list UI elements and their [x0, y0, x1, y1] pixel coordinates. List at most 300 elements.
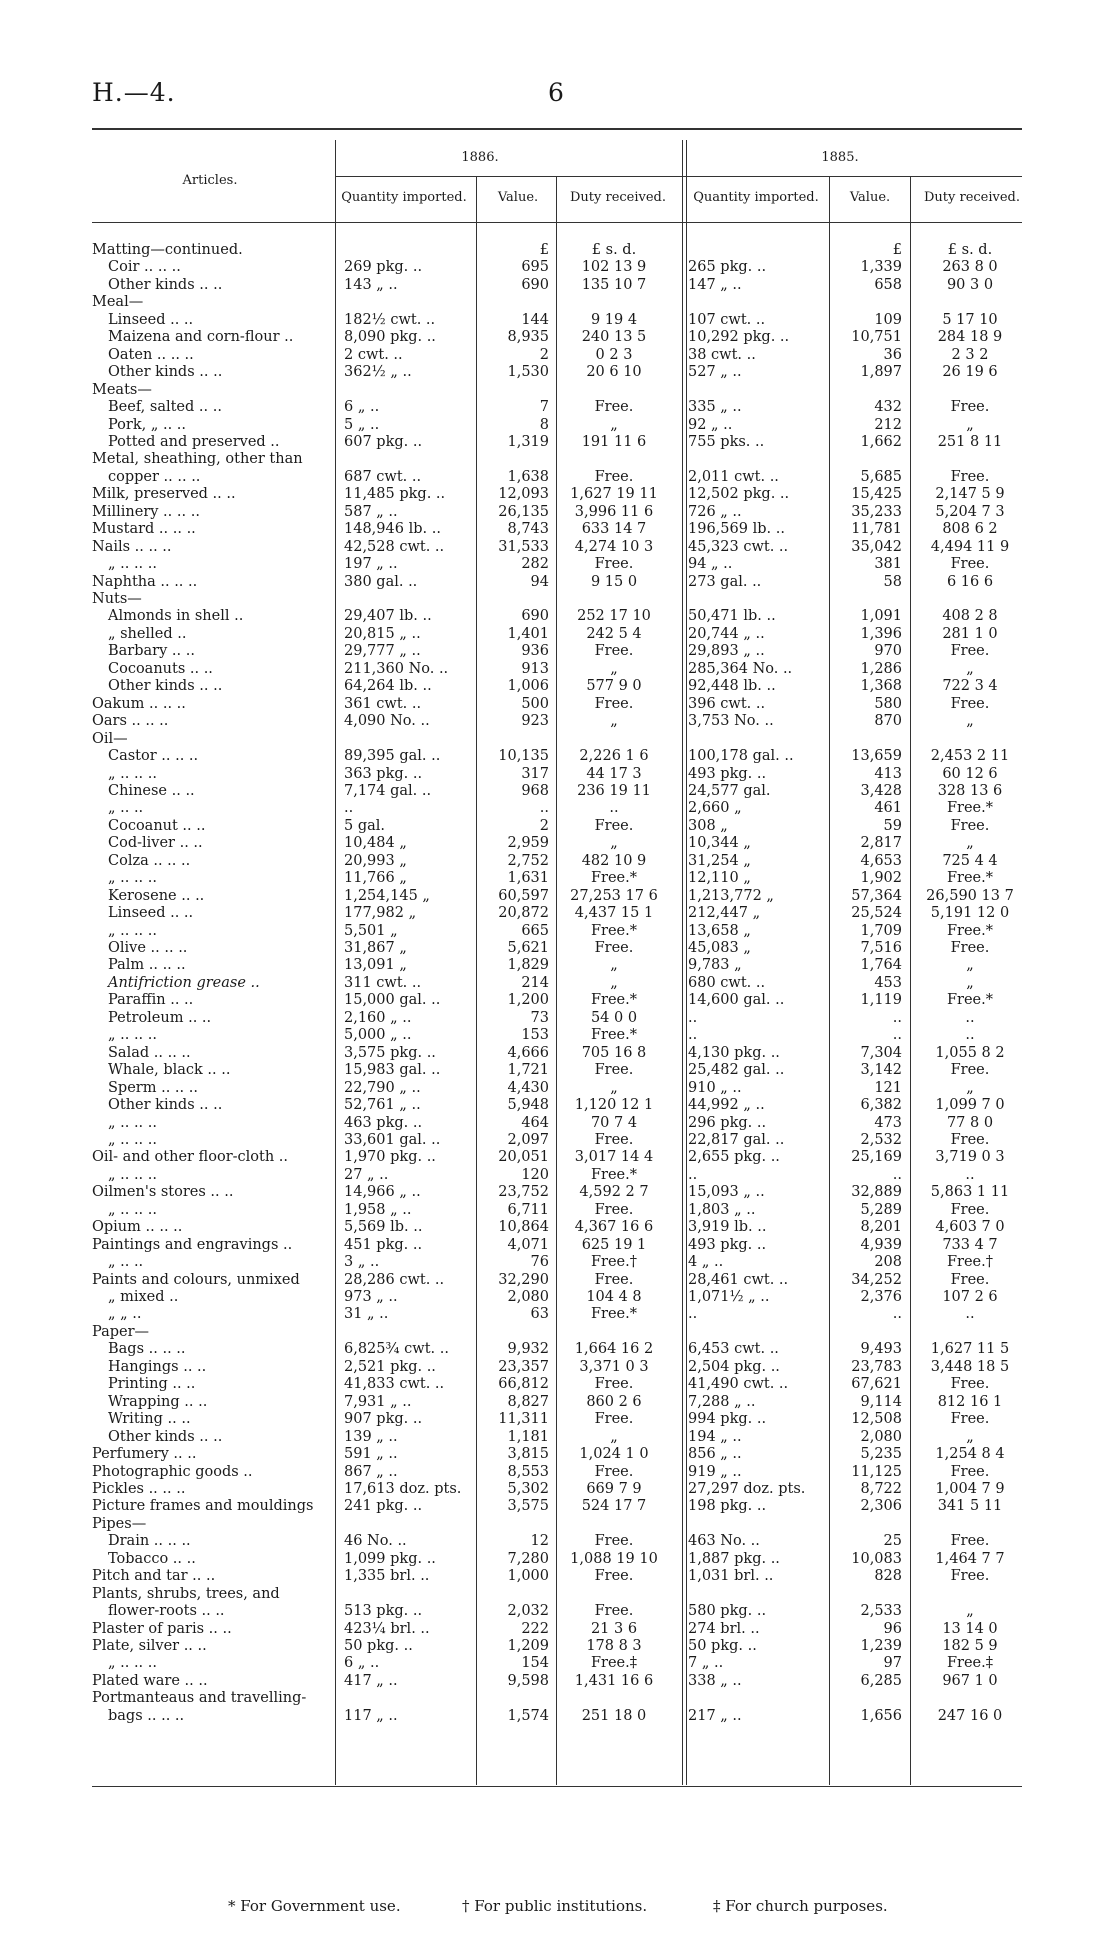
cell-a: Antifriction grease ..: [108, 974, 260, 991]
cell-q5: 10,292 pkg. ..: [688, 329, 790, 346]
cell-v6: 9,598: [507, 1672, 549, 1689]
cell-d5: 3,719 0 3: [935, 1149, 1005, 1166]
cell-d5: 5,204 7 3: [935, 503, 1005, 520]
cell-q5: 396 cwt. ..: [688, 695, 766, 712]
cell-d5: ..: [965, 1166, 975, 1183]
cell-v5: 4,653: [860, 852, 902, 869]
cell-v5: ..: [892, 1009, 902, 1026]
cell-d6: 240 13 5: [581, 329, 647, 346]
cell-v6: 4,666: [507, 1044, 549, 1061]
table-row: [0, 1184, 1114, 1201]
cell-q5: 94 „ ..: [688, 556, 733, 573]
table-row: [0, 1411, 1114, 1428]
cell-a: Drain .. .. ..: [108, 1533, 191, 1550]
cell-v6: 936: [521, 643, 549, 660]
cell-d6: 4,367 16 6: [574, 1219, 654, 1236]
cell-d6: Free.*: [590, 922, 637, 939]
cell-q6: 1,335 brl. ..: [344, 1568, 430, 1585]
cell-v5: 580: [874, 695, 902, 712]
cell-q5: 265 pkg. ..: [688, 259, 767, 276]
cell-d5: Free.: [950, 695, 990, 712]
table-row: [0, 329, 1114, 346]
table-row: [0, 766, 1114, 783]
cell-a: bags .. .. ..: [108, 1707, 185, 1724]
cell-v6: 63: [530, 1306, 549, 1323]
cell-a: Writing .. ..: [108, 1411, 191, 1428]
table-row: [0, 1254, 1114, 1271]
cell-v5: 36: [883, 346, 902, 363]
table-row: [0, 1498, 1114, 1515]
cell-d5: 77 8 0: [946, 1114, 994, 1131]
cell-q5: 680 cwt. ..: [688, 974, 766, 991]
cell-v5: 461: [874, 800, 902, 817]
cell-v5: 97: [883, 1655, 902, 1672]
cell-q5: 28,461 cwt. ..: [688, 1271, 789, 1288]
cell-d6: 102 13 9: [581, 259, 647, 276]
cell-q6: 6 „ ..: [344, 399, 380, 416]
table-row: [0, 1062, 1114, 1079]
cell-v6: 73: [530, 1009, 549, 1026]
cell-q5: 45,083 „: [688, 940, 751, 956]
cell-a: „ shelled ..: [108, 625, 187, 642]
cell-v6: 7,280: [507, 1550, 549, 1567]
cell-q6: 587 „ ..: [344, 503, 398, 520]
cell-d5: 1,254 8 4: [935, 1446, 1005, 1463]
table-row: [0, 1010, 1114, 1027]
cell-v6: 8,553: [507, 1463, 549, 1480]
cell-d5: 5,863 1 11: [930, 1184, 1010, 1201]
cell-v6: 2,959: [507, 835, 549, 852]
cell-d5: 60 12 6: [942, 765, 998, 782]
table-row: [0, 643, 1114, 660]
cell-a: Castor .. .. ..: [108, 748, 199, 765]
cell-a: Oilmen's stores .. ..: [92, 1184, 234, 1201]
cell-q6: 64,264 lb. ..: [344, 678, 432, 695]
col-header-articles: Articles.: [182, 173, 238, 188]
cell-v6: 6,711: [507, 1201, 549, 1218]
cell-d6: 236 19 11: [577, 782, 651, 799]
cell-v6: 1,181: [507, 1428, 549, 1445]
table-row: [0, 259, 1114, 276]
cell-d5: 725 4 4: [942, 852, 998, 869]
cell-d6: Free.: [594, 399, 634, 416]
table-row: [0, 1533, 1114, 1550]
table-row: [0, 923, 1114, 940]
cell-d6: Free.*: [590, 1166, 637, 1183]
table-row: [0, 399, 1114, 416]
cell-v5: 453: [874, 974, 902, 991]
cell-d6: 9 19 4: [590, 311, 638, 328]
footnote-church: ‡ For church purposes.: [713, 1897, 888, 1915]
cell-a: flower-roots .. ..: [108, 1603, 225, 1620]
cell-d5: 808 6 2: [942, 521, 998, 538]
cell-q6: 3,575 pkg. ..: [344, 1044, 436, 1061]
cell-d6: „: [610, 957, 618, 974]
cell-q6: 591 „ ..: [344, 1446, 398, 1463]
cell-q5: 296 pkg. ..: [688, 1114, 767, 1131]
table-row: [0, 364, 1114, 381]
cell-d5: Free.*: [946, 800, 993, 817]
cell-v5: 6,382: [860, 1097, 902, 1114]
cell-v6: 500: [521, 695, 549, 712]
table-row: [0, 1481, 1114, 1498]
cell-v6: 1,200: [507, 992, 549, 1009]
cell-d6: Free.: [594, 1271, 634, 1288]
cell-q5: 463 No. ..: [688, 1533, 760, 1550]
cell-a: Sperm .. .. ..: [108, 1079, 198, 1096]
table-row: [0, 1202, 1114, 1219]
cell-q5: 14,600 gal. ..: [688, 992, 785, 1009]
cell-q6: 52,761 „ ..: [344, 1097, 421, 1114]
cell-d5: Free.: [950, 1131, 990, 1148]
cell-v6: 1,638: [507, 468, 549, 485]
cell-v5: 32,889: [851, 1184, 902, 1201]
cell-v6: 20,051: [498, 1149, 549, 1166]
cell-d5: Free.: [950, 1533, 990, 1550]
table-row: [0, 1237, 1114, 1254]
page-number: 6: [548, 78, 564, 107]
cell-v6: 464: [521, 1114, 549, 1131]
cell-q6: 8,090 pkg. ..: [344, 329, 436, 346]
cell-q6: 269 pkg. ..: [344, 259, 423, 276]
cell-a: Opium .. .. ..: [92, 1219, 183, 1236]
cell-v6: 4,430: [507, 1079, 549, 1096]
cell-q6: 513 pkg. ..: [344, 1603, 423, 1620]
cell-q6: 15,000 gal. ..: [344, 992, 441, 1009]
table-row: [0, 783, 1114, 800]
cell-q6: 117 „ ..: [344, 1707, 398, 1724]
cell-v6: 2,080: [507, 1289, 549, 1305]
cell-v5: 10,751: [851, 329, 902, 346]
cell-d6: Free.*: [590, 1027, 637, 1044]
cell-q6: 29,777 „ ..: [344, 643, 421, 660]
col-header-year-1886: 1886.: [461, 150, 499, 165]
cell-v5: 96: [883, 1620, 902, 1637]
cell-q6: 1,970 pkg. ..: [344, 1149, 436, 1166]
cell-a: „ .. .. ..: [108, 1114, 157, 1131]
cell-v5: 473: [874, 1114, 902, 1131]
cell-v6: 1,631: [507, 870, 549, 887]
cell-a: Salad .. .. ..: [108, 1044, 191, 1061]
cell-q5: 45,323 cwt. ..: [688, 538, 789, 555]
cell-d5: 4,494 11 9: [930, 538, 1010, 555]
cell-q5: 44,992 „ ..: [688, 1097, 765, 1114]
cell-q5: 274 brl. ..: [688, 1620, 760, 1637]
cell-a: „ .. .. ..: [108, 922, 157, 939]
cell-v5: £: [892, 242, 902, 258]
table-row: [0, 451, 1114, 468]
cell-q6: 5,000 „ ..: [344, 1027, 412, 1044]
cell-a: Meal—: [92, 294, 144, 311]
cell-v6: 3,575: [507, 1498, 549, 1515]
cell-q5: 919 „ ..: [688, 1463, 742, 1480]
cell-a: Linseed .. ..: [108, 905, 194, 922]
cell-q6: 7,931 „ ..: [344, 1393, 412, 1410]
cell-a: Olive .. .. ..: [108, 940, 188, 956]
cell-a: copper .. .. ..: [108, 468, 201, 485]
cell-d5: Free.: [950, 1411, 990, 1428]
cell-q5: 194 „ ..: [688, 1428, 742, 1445]
cell-q6: ..: [344, 800, 354, 817]
cell-d5: 408 2 8: [942, 608, 998, 625]
table-row: [0, 1690, 1114, 1707]
cell-v5: ..: [892, 1166, 902, 1183]
cell-d5: „: [966, 835, 974, 852]
cell-a: Pipes—: [92, 1515, 147, 1532]
table-row: [0, 888, 1114, 905]
table-row: [0, 277, 1114, 294]
cell-q6: 29,407 lb. ..: [344, 608, 432, 625]
cell-q6: 241 pkg. ..: [344, 1498, 423, 1515]
cell-d5: 182 5 9: [942, 1638, 998, 1654]
cell-a: Naphtha .. .. ..: [92, 573, 198, 590]
cell-q6: 463 pkg. ..: [344, 1114, 423, 1131]
cell-d6: 1,120 12 1: [574, 1097, 654, 1114]
cell-a: „ „ ..: [108, 1306, 142, 1323]
cell-q6: 33,601 gal. ..: [344, 1131, 441, 1148]
cell-q5: ..: [688, 1027, 698, 1044]
cell-v5: 67,621: [851, 1376, 902, 1393]
cell-v6: 7: [539, 399, 549, 416]
cell-q5: 4 „ ..: [688, 1254, 724, 1271]
cell-v6: 60,597: [498, 887, 549, 904]
cell-v5: 1,239: [860, 1638, 902, 1654]
cell-q5: 147 „ ..: [688, 276, 742, 293]
cell-d5: 1,099 7 0: [935, 1097, 1005, 1114]
cell-q6: 5 gal.: [344, 817, 386, 834]
table-row: [0, 1149, 1114, 1166]
cell-d5: 263 8 0: [942, 259, 998, 276]
cell-a: Colza .. .. ..: [108, 852, 191, 869]
cell-v5: 212: [874, 416, 902, 433]
cell-a: Kerosene .. ..: [108, 887, 205, 904]
cell-d5: 967 1 0: [942, 1672, 998, 1689]
cell-a: Beef, salted .. ..: [108, 399, 222, 416]
cell-v6: 5,621: [507, 940, 549, 956]
cell-q5: 2,655 pkg. ..: [688, 1149, 780, 1166]
cell-v5: 3,142: [860, 1062, 902, 1079]
cell-v6: 120: [521, 1166, 549, 1183]
cell-v5: 25,169: [851, 1149, 902, 1166]
cell-q6: 4,090 No. ..: [344, 713, 430, 730]
table-row: [0, 1306, 1114, 1323]
cell-v5: 9,493: [860, 1341, 902, 1358]
cell-v6: 2,032: [507, 1603, 549, 1620]
cell-v5: 381: [874, 556, 902, 573]
cell-q6: 1,254,145 „: [344, 887, 430, 904]
cell-v6: 23,357: [498, 1358, 549, 1375]
cell-q5: 12,502 pkg. ..: [688, 486, 790, 503]
cell-v5: 2,376: [860, 1289, 902, 1305]
table-row: [0, 539, 1114, 556]
cell-v6: £: [539, 242, 549, 258]
cell-d6: 4,592 2 7: [579, 1184, 649, 1201]
cell-q5: 13,658 „: [688, 922, 751, 939]
cell-a: „ .. .. ..: [108, 1201, 157, 1218]
cell-q5: 92,448 lb. ..: [688, 678, 776, 695]
table-row: [0, 1603, 1114, 1620]
footnote-public: † For public institutions.: [462, 1897, 648, 1915]
cell-d6: 191 11 6: [581, 433, 647, 450]
cell-a: Bags .. .. ..: [108, 1341, 186, 1358]
cell-d5: Free.: [950, 1376, 990, 1393]
cell-a: „ .. .. ..: [108, 1131, 157, 1148]
cell-d6: Free.: [594, 1131, 634, 1148]
cell-q5: 335 „ ..: [688, 399, 742, 416]
cell-q5: 308 „: [688, 817, 728, 834]
cell-d5: Free.*: [946, 992, 993, 1009]
cell-d6: 3,371 0 3: [579, 1358, 649, 1375]
cell-d5: Free.*: [946, 922, 993, 939]
cell-a: Coir .. .. ..: [108, 259, 181, 276]
cell-d6: 178 8 3: [586, 1638, 642, 1654]
cell-v5: 2,306: [860, 1498, 902, 1515]
cell-d5: Free.: [950, 399, 990, 416]
cell-d6: Free.: [594, 1568, 634, 1585]
cell-q5: 25,482 gal. ..: [688, 1062, 785, 1079]
cell-q5: 493 pkg. ..: [688, 765, 767, 782]
cell-d5: Free.: [950, 1568, 990, 1585]
cell-v5: 1,709: [860, 922, 902, 939]
cell-d5: 13 14 0: [942, 1620, 998, 1637]
cell-a: Almonds in shell ..: [108, 608, 244, 625]
cell-d5: Free.: [950, 643, 990, 660]
cell-d6: Free.: [594, 940, 634, 956]
cell-a: Milk, preserved .. ..: [92, 486, 236, 503]
cell-a: Whale, black .. ..: [108, 1062, 231, 1079]
cell-d6: 70 7 4: [590, 1114, 638, 1131]
cell-a: Millinery .. .. ..: [92, 503, 200, 520]
header-bottom-rule: [92, 222, 1022, 223]
cell-q5: 22,817 gal. ..: [688, 1131, 785, 1148]
cell-v5: 8,201: [860, 1219, 902, 1236]
cell-a: Pickles .. .. ..: [92, 1480, 186, 1497]
cell-q5: 1,071½ „ ..: [688, 1289, 770, 1305]
cell-q5: 994 pkg. ..: [688, 1411, 767, 1428]
cell-d6: 633 14 7: [581, 521, 647, 538]
cell-q5: 285,364 No. ..: [688, 660, 793, 677]
cell-a: Other kinds .. ..: [108, 1428, 223, 1445]
cell-v6: 5,302: [507, 1480, 549, 1497]
cell-q6: 182½ cwt. ..: [344, 311, 436, 328]
cell-v5: 34,252: [851, 1271, 902, 1288]
cell-q6: 143 „ ..: [344, 276, 398, 293]
cell-v5: 1,764: [860, 957, 902, 974]
cell-a: Matting—continued.: [92, 242, 243, 258]
col-header-value-1886: Value.: [497, 190, 539, 205]
table-row: [0, 294, 1114, 311]
cell-q5: 755 pks. ..: [688, 433, 765, 450]
cell-v5: 58: [883, 573, 902, 590]
cell-a: Photographic goods ..: [92, 1463, 253, 1480]
cell-v6: 4,071: [507, 1236, 549, 1253]
cell-a: Metal, sheathing, other than: [92, 451, 303, 468]
cell-v6: 11,311: [498, 1411, 549, 1428]
cell-d6: Free.: [594, 695, 634, 712]
table-row: [0, 504, 1114, 521]
cell-q5: 6,453 cwt. ..: [688, 1341, 779, 1358]
cell-q5: 20,744 „ ..: [688, 625, 765, 642]
cell-q6: 973 „ ..: [344, 1289, 398, 1305]
cell-v5: 2,532: [860, 1131, 902, 1148]
cell-q5: 217 „ ..: [688, 1707, 742, 1724]
cell-d5: Free.: [950, 817, 990, 834]
cell-a: Oaten .. .. ..: [108, 346, 194, 363]
cell-v5: 7,304: [860, 1044, 902, 1061]
cell-v6: 32,290: [498, 1271, 549, 1288]
cell-a: „ .. .. ..: [108, 870, 157, 887]
cell-q5: 856 „ ..: [688, 1446, 742, 1463]
cell-v6: 154: [521, 1655, 549, 1672]
cell-v5: 3,428: [860, 782, 902, 799]
cell-v5: 15,425: [851, 486, 902, 503]
table-row: [0, 678, 1114, 695]
table-row: [0, 242, 1114, 259]
table-row: [0, 661, 1114, 678]
table-row: [0, 1638, 1114, 1655]
cell-d6: 669 7 9: [586, 1480, 642, 1497]
cell-d6: „: [610, 974, 618, 991]
cell-d5: 1,464 7 7: [935, 1550, 1005, 1567]
cell-q5: 2,504 pkg. ..: [688, 1358, 780, 1375]
cell-d5: 722 3 4: [942, 678, 998, 695]
cell-v5: 59: [883, 817, 902, 834]
cell-v6: 2,097: [507, 1131, 549, 1148]
table-row: [0, 469, 1114, 486]
cell-q5: 29,893 „ ..: [688, 643, 765, 660]
cell-v6: 3,815: [507, 1446, 549, 1463]
cell-v5: 870: [874, 713, 902, 730]
cell-d5: Free.*: [946, 870, 993, 887]
cell-v5: 1,662: [860, 433, 902, 450]
cell-q6: 363 pkg. ..: [344, 765, 423, 782]
cell-q5: 338 „ ..: [688, 1672, 742, 1689]
cell-d5: 2,147 5 9: [935, 486, 1005, 503]
cell-d6: 44 17 3: [586, 765, 642, 782]
cell-v5: 25: [883, 1533, 902, 1550]
cell-d5: 107 2 6: [942, 1289, 998, 1305]
cell-v5: 828: [874, 1568, 902, 1585]
table-row: [0, 1341, 1114, 1358]
cell-d5: „: [966, 974, 974, 991]
cell-d6: Free.: [594, 556, 634, 573]
cell-v5: 5,685: [860, 468, 902, 485]
cell-v6: 12,093: [498, 486, 549, 503]
cell-v6: 10,135: [498, 748, 549, 765]
cell-d6: 4,437 15 1: [574, 905, 654, 922]
cell-v5: 1,897: [860, 364, 902, 381]
cell-v5: 9,114: [860, 1393, 902, 1410]
table-row: [0, 975, 1114, 992]
cell-a: Plants, shrubs, trees, and: [92, 1585, 280, 1602]
cell-q6: 28,286 cwt. ..: [344, 1271, 445, 1288]
cell-v5: 35,233: [851, 503, 902, 520]
cell-q5: 100,178 gal. ..: [688, 748, 794, 765]
cell-q6: 607 pkg. ..: [344, 433, 423, 450]
cell-v5: 7,516: [860, 940, 902, 956]
cell-d6: 20 6 10: [586, 364, 642, 381]
cell-v6: 1,319: [507, 433, 549, 450]
table-row: [0, 312, 1114, 329]
cell-d5: 247 16 0: [937, 1707, 1003, 1724]
cell-v5: 1,902: [860, 870, 902, 887]
cell-d5: 2,453 2 11: [930, 748, 1010, 765]
cell-d6: 1,431 16 6: [574, 1672, 654, 1689]
table-row: [0, 992, 1114, 1009]
cell-v5: 57,364: [851, 887, 902, 904]
table-row: [0, 486, 1114, 503]
cell-q5: 1,887 pkg. ..: [688, 1550, 780, 1567]
